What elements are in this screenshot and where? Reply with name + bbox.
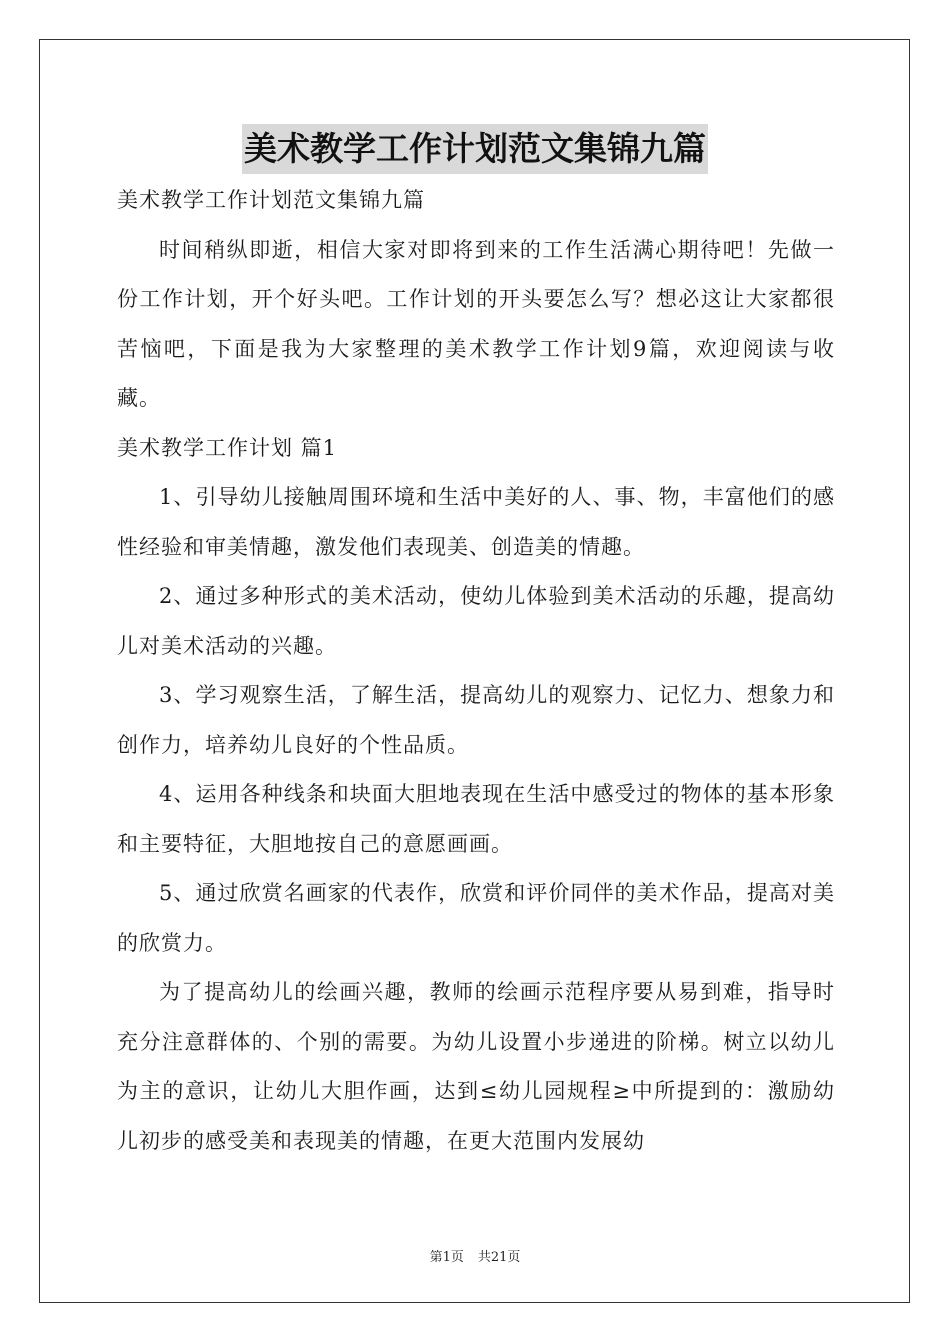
list-item: 5、通过欣赏名画家的代表作，欣赏和评价同伴的美术作品，提高对美的欣赏力。 (117, 881, 835, 955)
total-pages: 共21页 (477, 1250, 521, 1265)
document-subtitle: 美术教学工作计划范文集锦九篇 (117, 188, 425, 212)
section-heading: 美术教学工作计划 篇1 (117, 435, 338, 460)
title-container (0, 124, 950, 174)
list-item: 1、引导幼儿接触周围环境和生活中美好的人、事、物，丰富他们的感性经验和审美情趣，激发他们表现美、创造美的情趣。 (117, 485, 835, 559)
document-body (117, 176, 835, 1166)
page-footer (0, 1246, 950, 1265)
page-number: 第1页 (429, 1250, 464, 1265)
intro-paragraph: 时间稍纵即逝，相信大家对即将到来的工作生活满心期待吧！先做一份工作计划，开个好头吧。工作计划的开头要怎么写？想必这让大家都很苦恼吧，下面是我为大家整理的美术教学工作计划9篇，欢迎阅读与收藏。 (117, 237, 835, 410)
list-item: 2、通过多种形式的美术活动，使幼儿体验到美术活动的乐趣，提高幼儿对美术活动的兴趣。 (117, 584, 835, 658)
document-title: 美术教学工作计划范文集锦九篇 (242, 124, 708, 174)
closing-paragraph: 为了提高幼儿的绘画兴趣，教师的绘画示范程序要从易到难，指导时充分注意群体的、个别的需要。为幼儿设置小步递进的阶梯。树立以幼儿为主的意识，让幼儿大胆作画，达到≤幼儿园规程≥中所提到的：激励幼儿初步的感受美和表现美的情趣，在更大范围内发展幼 (117, 980, 835, 1153)
list-item: 4、运用各种线条和块面大胆地表现在生活中感受过的物体的基本形象和主要特征，大胆地按自己的意愿画画。 (117, 782, 835, 856)
list-item: 3、学习观察生活，了解生活，提高幼儿的观察力、记忆力、想象力和创作力，培养幼儿良好的个性品质。 (117, 683, 835, 757)
